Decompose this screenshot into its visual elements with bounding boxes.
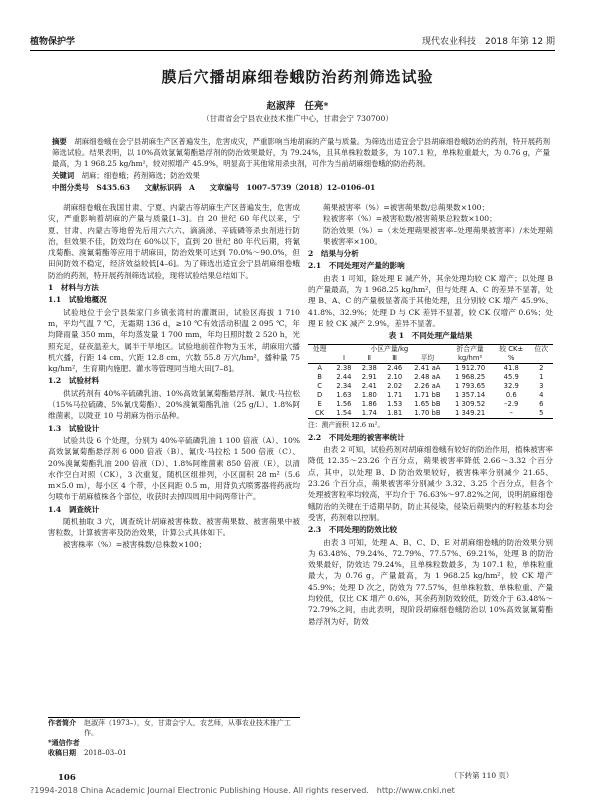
table-subheader-cell [308,354,331,364]
efficacy-paragraph: 由表 3 可知，处理 A、B、C、D、E 对胡麻细卷蛾的防治效果分别为 63.48%、79.24%、72.79%、77.57%、69.21%，处理 B 的防治效果最好，防效达 79.24%，且单株粒数最多，为 107.1 粒，单株粒重最大，为 0.76 g，产量最高，为 1 968.25 kg/hm²，较 CK 增产 45.9%；处理 D 次之，防效为 77.57%，但单株粒数、单株粒重、产量均较低，仅比 CK 增产 0.6%，其余药剂防效较低，防效介于 63.48%～72.79%之间，由此表明，现阶段胡麻细卷蛾防治以 10%高效氯氰菊酯悬浮剂为好，防效 [308,537,553,626]
yield-paragraph: 由表 1 可知，除处理 E 减产外，其余处理均较 CK 增产；以处理 B 的产量最高，为 1 968.25 kg/hm²，但与处理 A、C 的差异不显著，处理 B、A、C 的产量极显著高于其他处理，且分别较 CK 增产 45.9%、41.8%、32.9%；处理 D 与 CK 差异不显著，较 CK 仅增产 0.6%；处理 E 较 CK 减产 2.9%，差异不显著。 [308,273,553,328]
table-row [308,391,553,400]
journal-issue: 现代农业科技 2018 年第 12 期 [422,37,555,47]
site-paragraph: 试验地位于会宁县柴家门乡镇张湾村的灌溉田，试验区海拔 1 710 m，平均气温 7 ℃，无霜期 136 d，≥10 ℃有效活动积温 2 095 ℃，年均降雨量 350 mm，年均蒸发量 1 700 mm，年均日照时数 2 520 h，光照充足，昼夜温差大，属半干旱地区。试验地前茬作物为玉米，胡麻用穴播机穴播，行距 14 cm、穴距 12.8 cm，穴数 55.8 万穴/hm²，播种量 75 kg/hm²，生育期内施肥、灌水等管理同当地大田[7–8]。 [48,307,300,374]
formula-control-effect: 防治效果（%）=（未处理蒴果被害率–处理蒴果被害率）/未处理蒴果被害率×100。 [323,225,553,246]
table-subheader-cell: Ⅱ [357,354,382,364]
table-cell: 1.54 [331,409,356,419]
table-cell: 32.9 [503,381,519,390]
section-heading-2: 2 结果与分析 [308,249,359,259]
paper-title: 膜后穴播胡麻细卷蛾防治药剂筛选试验 [161,68,434,86]
table-cell: – [493,409,530,419]
table-cell: 1 793.65 [454,381,486,390]
table-cell: 2.48 aA [414,372,441,381]
subsection-heading-1-3: 1.3 试验设计 [48,423,100,433]
table-cell: 2.02 [387,381,403,390]
table-cell: 1 968.25 [454,372,486,381]
subsection-heading-2-2: 2.2 不同处理的被害率统计 [308,432,405,442]
subsection-heading-1-1: 1.1 试验地概况 [48,295,107,305]
table-cell: 0.6 [505,390,517,399]
table-cell: B [317,372,322,381]
table-cell: 1 349.21 [447,409,492,419]
table-subheader-cell: 平均 [407,354,447,364]
table-caption: 表 1 不同处理产量结果 [388,331,473,341]
table-cell: 1 [539,372,544,381]
table-row [308,400,553,409]
intro-paragraph: 胡麻细卷蛾在我国甘肃、宁夏、内蒙古等胡麻生产区普遍发生，危害成灾，严重影响着胡麻的产量与质量[1–3]。自 20 世纪 60 年代以来，宁夏、甘肃、内蒙古等地曾先后用六六六、滴滴涕、辛硫磷等杀虫剂进行防治，但效果不佳，防效均在 60%以下，直到 20 世纪 80 年代后期，将氰戊菊酯、溴氰菊酯等应用于胡麻田，防治效果可达到 70.0%～90.0%，但田间防效不稳定，经济效益较低[4–6]。为了筛选出适宜会宁县胡麻细卷蛾防治的药剂，特开展药剂筛选试验，现将试验结果总结如下。 [48,203,300,280]
table-cell: 1 309.52 [454,399,486,408]
table-cell: 1.53 [387,399,403,408]
subsection-heading-1-4: 1.4 调查统计 [48,504,100,514]
abstract [52,137,550,169]
table-cell: 6 [539,399,544,408]
table-cell: 1.80 [361,390,377,399]
author-info-box [48,717,300,758]
table-cell: –2.9 [504,399,519,408]
table-note: 注：测产面积 12.6 m²。 [308,420,385,429]
table-cell: 2.10 [387,372,403,381]
table-subheader-cell: % [493,354,530,364]
table-cell: 1.81 [382,409,407,419]
formula-plant-damage: 被害株率（%）=被害株数/总株数×100； [63,539,207,549]
left-column [48,202,300,550]
table-cell: 1 357.14 [454,390,486,399]
author-info-text: 赵淑萍（1973–），女，甘肃会宁人，农艺师，从事农业技术推广工作。 [84,719,291,737]
keywords-text: 胡麻；细卷蛾；药剂筛选；防治效果 [81,171,200,180]
table-cell: A [317,363,322,372]
section-heading-1: 1 材料与方法 [48,283,99,293]
header-rule [30,50,555,51]
table-row [308,363,553,373]
author-info-label: 作者简介 [48,718,76,727]
received-date: 2018–03–01 [84,749,127,757]
table-header-cell: 处理 [308,344,331,354]
abstract-text: 胡麻细卷蛾在会宁县胡麻生产区普遍发生，危害成灾，严重影响当地胡麻的产量与质量。为筛选出适宜会宁县胡麻细卷蛾防治的药剂，特开展药剂筛选试验。结果表明，以 10%高效氯氰菊酯悬浮剂的防治效果最好，为 79.24%，且其单株粒数最多，为 107.1 粒，单株粒重最大，为 0.76 g，产量最高，为 1 968.25 kg/hm²，较对照增产 45.9%，明显高于其他常用杀虫剂，可作为当前胡麻细卷蛾的防治药剂。 [52,137,550,168]
table-cell: E [317,399,322,408]
damage-paragraph: 由表 2 可知，试验药剂对胡麻细卷蛾有较好的防治作用，植株被害率降低 12.35～23.26 个百分点，蒴果被害率降低 2.66～3.32 个百分点，其中，以处理 B、D 防治效果较好，被害株率分别减少 21.65、23.26 个百分点，蒴果被害率分别减少 3.32、3.25 个百分点，但各个处理被害粒率均较高，平均介于 76.63%～97.82%之间，说明胡麻细卷蛾防治的关键在于适期早防，防止其侵染，侵染后蒴果内的籽粒基本均会受害，药剂难以控制。 [308,445,553,522]
table-header-cell: 较 CK± [493,344,530,354]
table-cell: C [317,381,323,390]
table-row [308,373,553,382]
table-subheader-cell [530,354,553,364]
table-cell: 41.8 [503,363,519,372]
table-cell: 5 [530,409,553,419]
table-row [308,382,553,391]
yield-table [308,344,553,419]
table-header-cell: 折合产量 [447,344,492,354]
formula-capsule-damage: 蒴果被害率（%）=被害蒴果数/总蒴果数×100； [323,203,490,212]
table-cell: 1.63 [336,390,352,399]
table-cell: 1.86 [361,399,377,408]
table-cell: 4 [539,390,544,399]
table-cell: 2 [539,363,544,372]
table-cell: 1.65 bB [414,399,441,408]
table-header-row [308,344,553,354]
author-line: 赵淑萍 任亮* [266,101,329,112]
materials-paragraph: 供试药剂有 40%辛硫磷乳油、10%高效氯氰菊酯悬浮剂、氰戊·马拉松（15%马拉硫磷、5%氰戊菊酯）、20%溴氰菊酯乳油（25 g/L）、1.8%阿维菌素，以陇亚 10 号胡麻为指示品种。 [48,388,300,421]
table-cell: 1.56 [336,399,352,408]
keywords [52,170,550,181]
table-cell: 45.9 [503,372,519,381]
table-cell: 2.91 [361,372,377,381]
subsection-heading-2-3: 2.3 不同处理的防效比较 [308,525,398,535]
table-cell: 1 912.70 [454,363,486,372]
table-cell: 2.41 [361,381,377,390]
classification-line: 中图分类号 S435.63 文献标识码 A 文章编号 1007–5739（2018）12–0106–01 [52,183,376,192]
table-cell: 1.70 bB [407,409,447,419]
running-header [30,34,555,48]
table-cell: 1.71 [387,390,403,399]
table-cell: 2.46 [387,363,403,372]
table-header-cell: 小区产量/kg [331,344,447,354]
subsection-heading-1-2: 1.2 试验材料 [48,376,100,386]
table-header-cell: 位次 [530,344,553,354]
table-cell: 2.41 aA [414,363,441,372]
table-row [308,409,553,419]
received-date-label: 收稿日期 [48,748,76,757]
page-number: 106 [58,773,76,783]
section-name: 植物保护学 [30,37,76,47]
design-paragraph: 试验共设 6 个处理，分别为 40%辛硫磷乳油 1 100 倍液（A）、10%高效氯氰菊酯悬浮剂 6 000 倍液（B）、氰戊·马拉松 1 500 倍液（C）、20%溴氰菊酯乳油 200 倍液（D）、1.8%阿维菌素 850 倍液（E），以清水作空白对照（CK），3 次重复，随机区组排列，小区面积 28 m²（5.6 m×5.0 m），每小区 4 个带，小区间距 0.5 m，用背负式喷雾器将药液均匀喷布于胡麻植株各个部位，收获时去掉四周用中间两带计产。 [48,435,300,502]
table-cell: 1.74 [357,409,382,419]
table-subheader-cell: kg/hm² [447,354,492,364]
table-cell: 3 [539,381,544,390]
table-cell: D [317,390,323,399]
table-cell: 1.71 bB [414,390,441,399]
keywords-label: 关键词 [52,171,75,180]
table-cell: 2.38 [336,363,352,372]
table-subheader-cell: Ⅲ [382,354,407,364]
affiliation: （甘肃省会宁县农业技术推广中心，甘肃会宁 730700） [202,114,393,123]
formula-seed-damage: 粒被害率（%）=被害粒数/被害蒴果总粒数×100； [323,214,497,224]
right-column [308,202,553,627]
copyright-footer: ?1994-2018 China Academic Journal Electronic Publishing House. All rights reserved. http://www.cnki.net [30,786,455,795]
continued-note: （下转第 110 页） [450,771,514,780]
table-cell: 2.34 [336,381,352,390]
table-subheader-cell: Ⅰ [331,354,356,364]
corresponding-author-label: *通信作者 [48,738,80,747]
abstract-label: 摘要 [52,137,67,146]
subsection-heading-2-1: 2.1 不同处理对产量的影响 [308,261,405,271]
table-cell: 2.38 [361,363,377,372]
table-subheader-row [308,354,553,364]
table-cell: 2.26 aA [414,381,441,390]
survey-paragraph: 随机抽取 3 穴，调查统计胡麻被害株数、被害蒴果数、被害蒴果中被害粒数，计算被害率及防治效果，计算公式具体如下。 [48,517,300,538]
table-cell: 2.44 [336,372,352,381]
table-cell: CK [308,409,331,419]
